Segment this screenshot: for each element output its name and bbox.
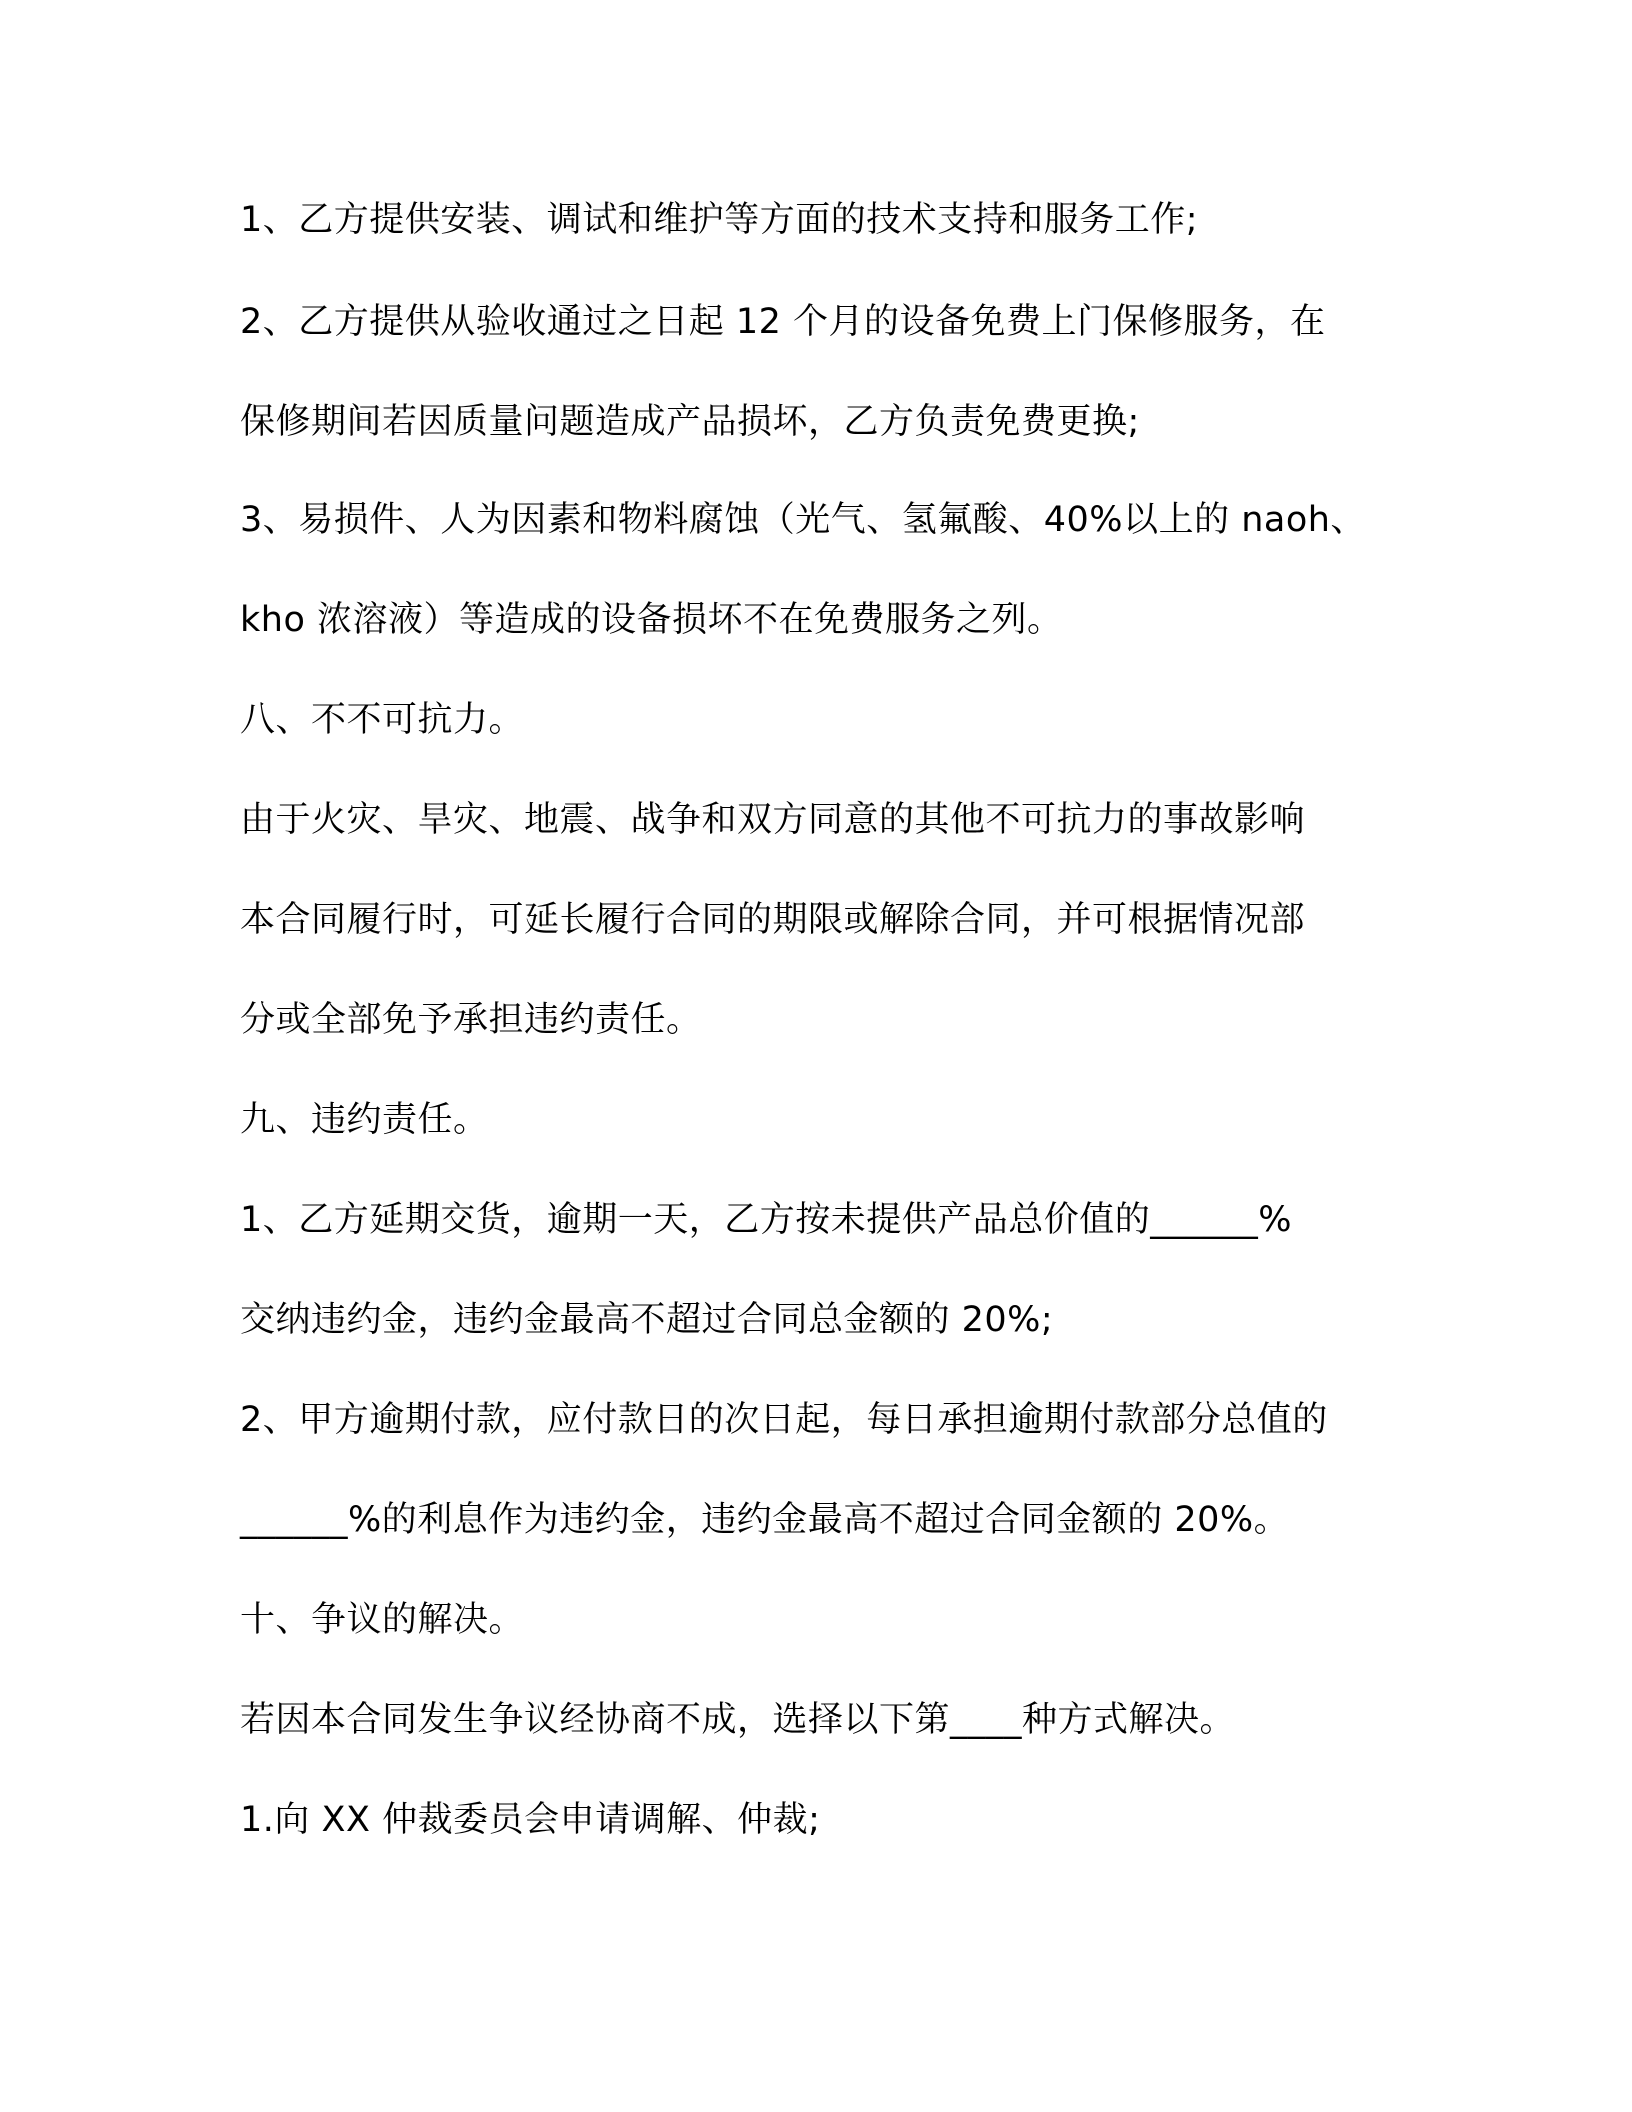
- section-10-item-1: 1.向 XX 仲裁委员会申请调解、仲裁;: [240, 1800, 821, 1840]
- clause-7-item-2-line-2: 保修期间若因质量问题造成产品损坏，乙方负责免费更换;: [240, 402, 1140, 442]
- section-10-text: 若因本合同发生争议经协商不成，选择以下第____种方式解决。: [240, 1700, 1236, 1740]
- section-9-item-1-line-1: 1、乙方延期交货，逾期一天，乙方按未提供产品总价值的______%: [240, 1200, 1293, 1240]
- section-9-item-2-line-1: 2、甲方逾期付款，应付款日的次日起，每日承担逾期付款部分总值的: [240, 1400, 1328, 1440]
- clause-7-item-3-line-2: kho 浓溶液）等造成的设备损坏不在免费服务之列。: [240, 600, 1063, 640]
- section-9-item-1-line-2: 交纳违约金，违约金最高不超过合同总金额的 20%;: [240, 1300, 1054, 1340]
- section-8-text-line-3: 分或全部免予承担违约责任。: [240, 1000, 702, 1040]
- clause-7-item-1: 1、乙方提供安装、调试和维护等方面的技术支持和服务工作;: [240, 200, 1199, 240]
- section-9-heading: 九、违约责任。: [240, 1100, 489, 1140]
- section-9-item-2-line-2: ______%的利息作为违约金，违约金最高不超过合同金额的 20%。: [240, 1500, 1290, 1540]
- clause-7-item-2-line-1: 2、乙方提供从验收通过之日起 12 个月的设备免费上门保修服务，在: [240, 302, 1326, 342]
- section-8-heading: 八、不不可抗力。: [240, 700, 525, 740]
- section-8-text-line-1: 由于火灾、旱灾、地震、战争和双方同意的其他不可抗力的事故影响: [240, 800, 1306, 840]
- section-8-text-line-2: 本合同履行时，可延长履行合同的期限或解除合同，并可根据情况部: [240, 900, 1306, 940]
- section-10-heading: 十、争议的解决。: [240, 1600, 525, 1640]
- clause-7-item-3-line-1: 3、易损件、人为因素和物料腐蚀（光气、氢氟酸、40%以上的 naoh、: [240, 500, 1366, 540]
